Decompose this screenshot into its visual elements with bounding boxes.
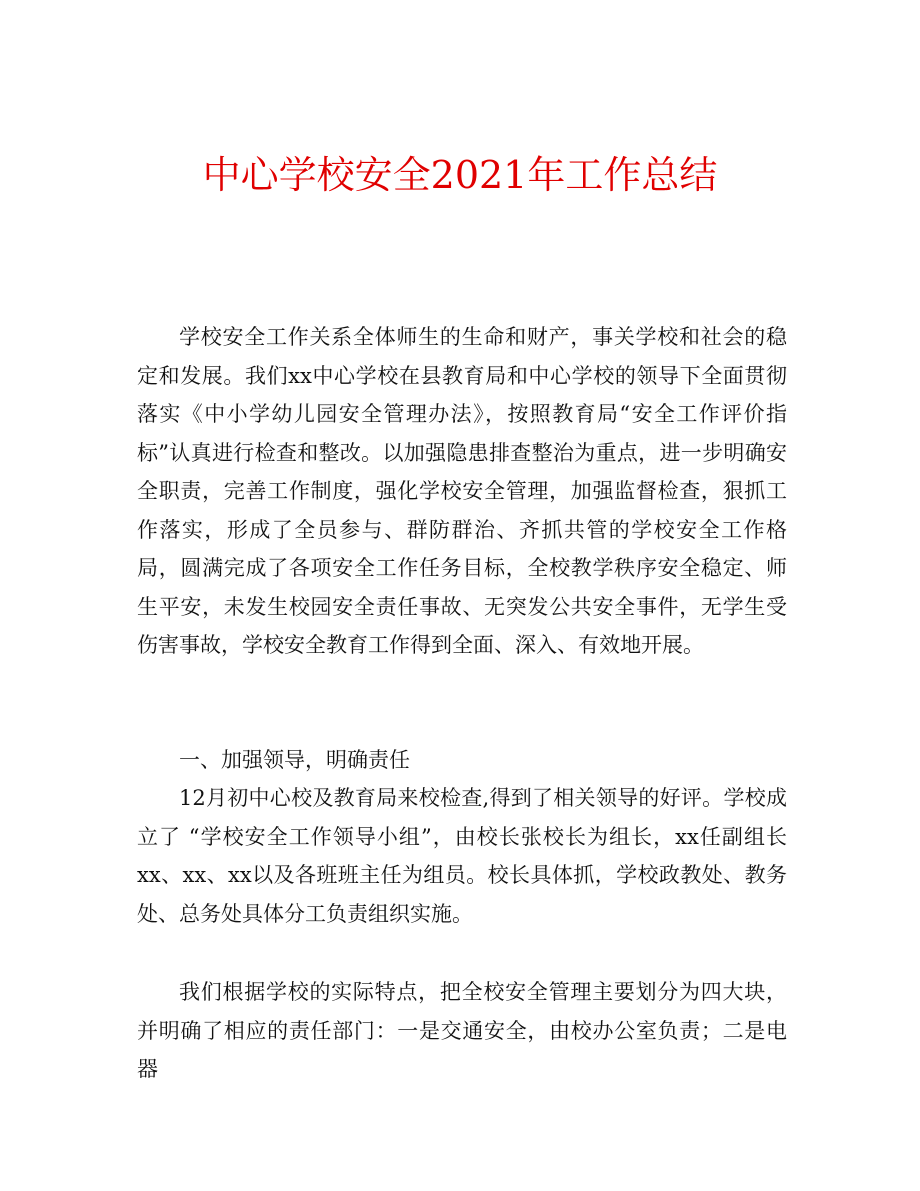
document-title: 中心学校安全2021年工作总结 (202, 153, 718, 198)
leadership-paragraph: 12月初中心校及教育局来校检查,得到了相关领导的好评。学校成立了 “学校安全工作领导小组”，由校长张校长为组长，xx任副组长xx、xx、xx以及各班班主任为组员。校长具体抓，学校政教处、教务处、总务处具体分工负责组织实施。 (137, 786, 787, 926)
intro-paragraph: 学校安全工作关系全体师生的生命和财产，事关学校和社会的稳定和发展。我们xx中心学校在县教育局和中心学校的领导下全面贯彻落实《中小学幼儿园安全管理办法》，按照教育局“安全工作评价指标”认真进行检查和整改。以加强隐患排查整治为重点，进一步明确安全职责，完善工作制度，强化学校安全管理，加强监督检查，狠抓工作落实，形成了全员参与、群防群治、齐抓共管的学校安全工作格局，圆满完成了各项安全工作任务目标，全校教学秩序安全稳定、师生平安，未发生校园安全责任事故、无突发公共安全事件，无学生受伤害事故，学校安全教育工作得到全面、深入、有效地开展。 (137, 325, 787, 657)
section-heading: 一、加强领导，明确责任 (179, 748, 410, 772)
management-paragraph: 我们根据学校的实际特点，把全校安全管理主要划分为四大块，并明确了相应的责任部门：一是交通安全，由校办公室负责；二是电器 (137, 980, 787, 1081)
